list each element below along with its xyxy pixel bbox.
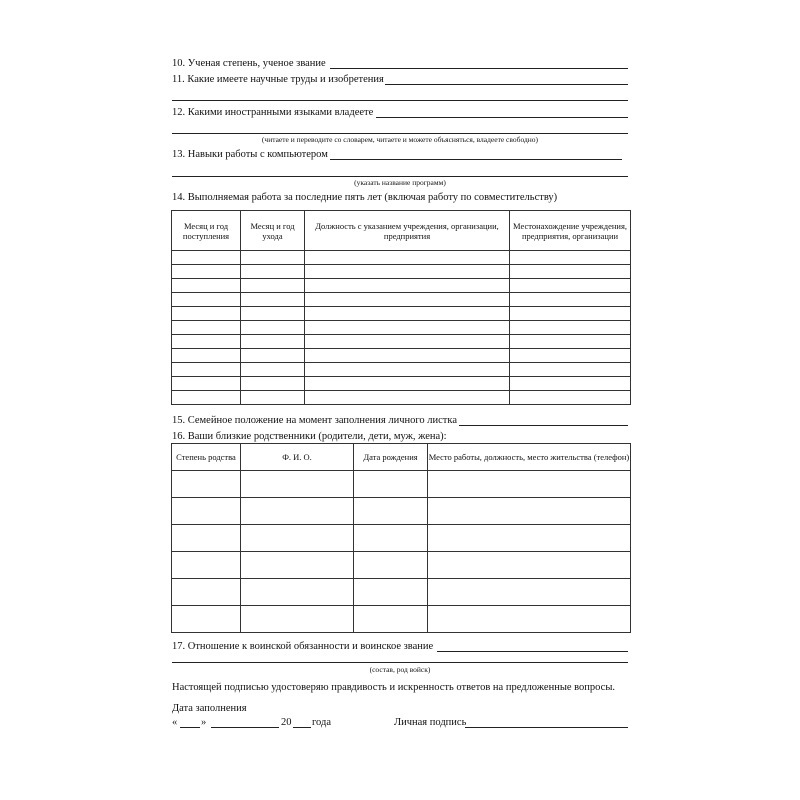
- table-cell[interactable]: [241, 321, 305, 335]
- table-cell[interactable]: [241, 307, 305, 321]
- q13-hint: (указать название программ): [354, 178, 446, 187]
- table-cell[interactable]: [305, 293, 510, 307]
- q11-label: 11. Какие имеете научные труды и изобретения: [172, 74, 384, 85]
- table-cell[interactable]: [305, 321, 510, 335]
- table-cell[interactable]: [305, 265, 510, 279]
- q10-label: 10. Ученая степень, ученое звание: [172, 58, 326, 69]
- table-cell[interactable]: [354, 498, 428, 525]
- column-header: Должность с указанием учреждения, организации, предприятия: [305, 211, 510, 251]
- table-cell[interactable]: [354, 525, 428, 552]
- column-header: Дата рождения: [354, 444, 428, 471]
- table-cell[interactable]: [510, 251, 631, 265]
- table-cell[interactable]: [172, 471, 241, 498]
- table-row: [172, 321, 631, 335]
- table-row: [172, 579, 631, 606]
- q16-label: 16. Ваши близкие родственники (родители, дети, муж, жена):: [172, 431, 447, 442]
- q15-label: 15. Семейное положение на момент заполнения личного листка: [172, 415, 457, 426]
- table-cell[interactable]: [172, 349, 241, 363]
- table-cell[interactable]: [172, 279, 241, 293]
- date-year-line[interactable]: [293, 727, 311, 728]
- table-cell[interactable]: [305, 335, 510, 349]
- table-cell[interactable]: [172, 391, 241, 405]
- column-header: Месяц и год ухода: [241, 211, 305, 251]
- table-cell[interactable]: [305, 391, 510, 405]
- table-cell[interactable]: [172, 377, 241, 391]
- table-cell[interactable]: [428, 552, 631, 579]
- date-open-quote: «: [172, 717, 178, 728]
- table-cell[interactable]: [241, 552, 354, 579]
- date-label: Дата заполнения: [172, 703, 247, 714]
- table-cell[interactable]: [510, 349, 631, 363]
- table-cell[interactable]: [305, 363, 510, 377]
- signature-label: Личная подпись: [394, 717, 467, 728]
- table-cell[interactable]: [305, 279, 510, 293]
- table-cell[interactable]: [241, 471, 354, 498]
- table-cell[interactable]: [510, 307, 631, 321]
- column-header: Место работы, должность, место жительства (телефон): [428, 444, 631, 471]
- q12-hint: (читаете и переводите со словарем, читаете и можете объясняться, владеете свободно): [261, 135, 539, 144]
- column-header: Ф. И. О.: [241, 444, 354, 471]
- table-cell[interactable]: [510, 293, 631, 307]
- table-cell[interactable]: [305, 307, 510, 321]
- table-row: [172, 265, 631, 279]
- certification-statement: Настоящей подписью удостоверяю правдивость и искренность ответов на предложенные вопросы.: [172, 682, 616, 693]
- date-month-line[interactable]: [211, 727, 279, 728]
- q13-answer-line-2[interactable]: [172, 176, 628, 177]
- column-header: Степень родства: [172, 444, 241, 471]
- date-day-line[interactable]: [180, 727, 200, 728]
- table-cell[interactable]: [305, 349, 510, 363]
- relatives-header-row: [172, 444, 631, 471]
- table-cell[interactable]: [510, 391, 631, 405]
- work-history-table: [171, 210, 631, 405]
- q15-answer-line[interactable]: [459, 425, 628, 426]
- table-cell[interactable]: [354, 471, 428, 498]
- table-cell[interactable]: [510, 279, 631, 293]
- table-cell[interactable]: [510, 363, 631, 377]
- q14-label: 14. Выполняемая работа за последние пять лет (включая работу по совместительству): [172, 192, 558, 203]
- date-year-prefix: 20: [281, 717, 292, 728]
- table-row: [172, 363, 631, 377]
- table-cell[interactable]: [241, 606, 354, 633]
- q12-answer-line-2[interactable]: [172, 133, 628, 134]
- q13-answer-line[interactable]: [330, 159, 622, 160]
- table-cell[interactable]: [241, 579, 354, 606]
- q17-hint: (состав, род войск): [369, 665, 431, 674]
- table-cell[interactable]: [241, 293, 305, 307]
- table-row: [172, 606, 631, 633]
- table-cell[interactable]: [510, 265, 631, 279]
- table-cell[interactable]: [305, 251, 510, 265]
- table-cell[interactable]: [241, 391, 305, 405]
- table-cell[interactable]: [241, 335, 305, 349]
- table-cell[interactable]: [241, 377, 305, 391]
- table-row: [172, 471, 631, 498]
- q17-answer-line[interactable]: [437, 651, 628, 652]
- table-cell[interactable]: [172, 307, 241, 321]
- q11-answer-line[interactable]: [385, 84, 628, 85]
- table-row: [172, 279, 631, 293]
- column-header: Месяц и год поступления: [172, 211, 241, 251]
- q17-label: 17. Отношение к воинской обязанности и воинское звание: [172, 641, 434, 652]
- table-cell[interactable]: [510, 321, 631, 335]
- table-cell[interactable]: [172, 552, 241, 579]
- table-row: [172, 525, 631, 552]
- table-cell[interactable]: [354, 579, 428, 606]
- signature-line[interactable]: [465, 727, 628, 728]
- table-row: [172, 251, 631, 265]
- q12-answer-line[interactable]: [376, 117, 628, 118]
- q17-answer-line-2[interactable]: [172, 662, 628, 663]
- q12-label: 12. Какими иностранными языками владеете: [172, 107, 374, 118]
- table-cell[interactable]: [428, 579, 631, 606]
- table-cell[interactable]: [241, 525, 354, 552]
- table-cell[interactable]: [428, 606, 631, 633]
- table-cell[interactable]: [172, 525, 241, 552]
- table-cell[interactable]: [172, 293, 241, 307]
- column-header: Местонахождение учреждения, предприятия, организации: [510, 211, 631, 251]
- table-row: [172, 293, 631, 307]
- table-row: [172, 335, 631, 349]
- table-cell[interactable]: [172, 606, 241, 633]
- table-cell[interactable]: [172, 498, 241, 525]
- table-row: [172, 552, 631, 579]
- q11-answer-line-2[interactable]: [172, 100, 628, 101]
- table-cell[interactable]: [241, 251, 305, 265]
- table-cell[interactable]: [428, 525, 631, 552]
- table-cell[interactable]: [305, 377, 510, 391]
- table-row: [172, 391, 631, 405]
- table-cell[interactable]: [172, 265, 241, 279]
- table-cell[interactable]: [510, 335, 631, 349]
- table-row: [172, 498, 631, 525]
- table-cell[interactable]: [172, 579, 241, 606]
- table-row: [172, 377, 631, 391]
- table-cell[interactable]: [172, 321, 241, 335]
- date-close-quote: »: [201, 717, 207, 728]
- table-cell[interactable]: [241, 279, 305, 293]
- table-cell[interactable]: [428, 498, 631, 525]
- table-row: [172, 307, 631, 321]
- q13-label: 13. Навыки работы с компьютером: [172, 149, 328, 160]
- table-cell[interactable]: [172, 251, 241, 265]
- table-cell[interactable]: [354, 552, 428, 579]
- q10-answer-line[interactable]: [330, 68, 628, 69]
- table-cell[interactable]: [241, 363, 305, 377]
- table-cell[interactable]: [172, 335, 241, 349]
- table-cell[interactable]: [172, 363, 241, 377]
- date-year-suffix: года: [312, 717, 331, 728]
- relatives-table: [171, 443, 631, 633]
- table-cell[interactable]: [428, 471, 631, 498]
- table-cell[interactable]: [354, 606, 428, 633]
- table-cell[interactable]: [241, 265, 305, 279]
- work-history-header-row: [172, 211, 631, 251]
- table-cell[interactable]: [241, 349, 305, 363]
- table-cell[interactable]: [241, 498, 354, 525]
- table-row: [172, 349, 631, 363]
- table-cell[interactable]: [510, 377, 631, 391]
